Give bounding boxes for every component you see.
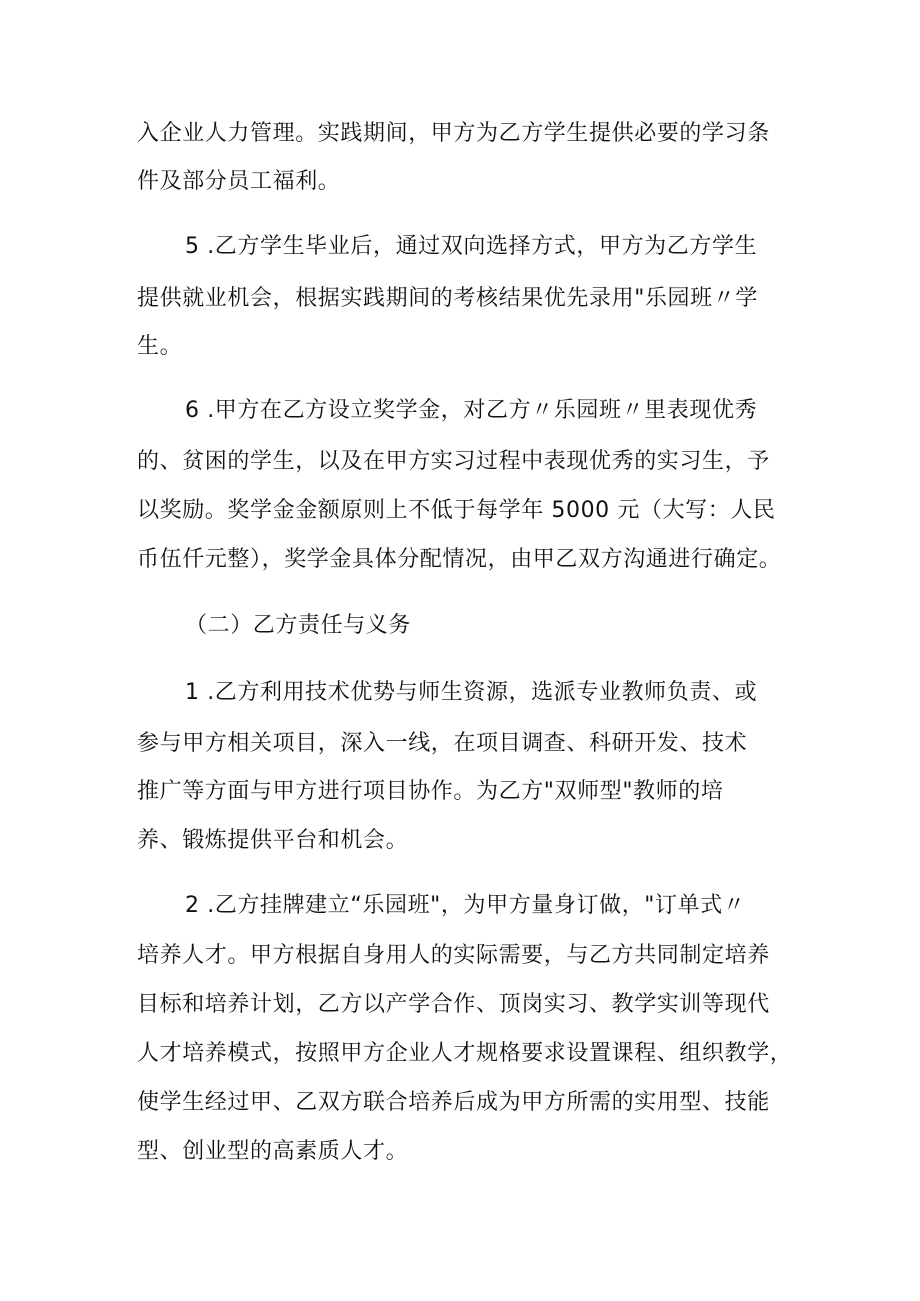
text-line: 的、贫困的学生，以及在甲方实习过程中表现优秀的实习生，予 bbox=[137, 449, 770, 474]
text-line: 推广等方面与甲方进行项目协作。为乙方"双师型"教师的培 bbox=[137, 779, 724, 804]
text-line: 培养人才。甲方根据自身用人的实际需要，与乙方共同制定培养 bbox=[137, 943, 770, 968]
item-1-line: 1 .乙方利用技术优势与师生资源，选派专业教师负责、或 bbox=[185, 680, 758, 705]
text-line: 以奖励。奖学金金额原则上不低于每学年 5000 元（大写：人民 bbox=[137, 498, 776, 523]
text-line: 入企业人力管理。实践期间，甲方为乙方学生提供必要的学习条 bbox=[137, 121, 770, 146]
text-line: 参与甲方相关项目，深入一线，在项目调查、科研开发、技术 bbox=[137, 731, 748, 756]
text-line: 件及部分员工福利。 bbox=[137, 169, 341, 194]
text-line: 提供就业机会，根据实践期间的考核结果优先录用"乐园班〃学 bbox=[137, 286, 758, 311]
item-5-line: 5 .乙方学生毕业后，通过双向选择方式，甲方为乙方学生 bbox=[185, 234, 758, 259]
text-line: 目标和培养计划，乙方以产学合作、顶岗实习、教学实训等现代 bbox=[137, 992, 770, 1017]
item-6-line: 6 .甲方在乙方设立奖学金，对乙方〃乐园班〃里表现优秀 bbox=[185, 398, 758, 423]
text-line: 人才培养模式，按照甲方企业人才规格要求设置课程、组织教学， bbox=[137, 1041, 793, 1066]
section-heading: （二）乙方责任与义务 bbox=[185, 613, 412, 638]
text-line: 生。 bbox=[137, 334, 183, 359]
text-line: 型、创业型的高素质人才。 bbox=[137, 1139, 409, 1164]
text-line: 养、锻炼提供平台和机会。 bbox=[137, 828, 409, 853]
text-line: 币伍仟元整），奖学金具体分配情况，由甲乙双方沟通进行确定。 bbox=[137, 547, 782, 572]
item-2-line: 2 .乙方挂牌建立“乐园班"，为甲方量身订做，"订单式〃 bbox=[185, 893, 746, 918]
text-line: 使学生经过甲、乙双方联合培养后成为甲方所需的实用型、技能 bbox=[137, 1090, 770, 1115]
